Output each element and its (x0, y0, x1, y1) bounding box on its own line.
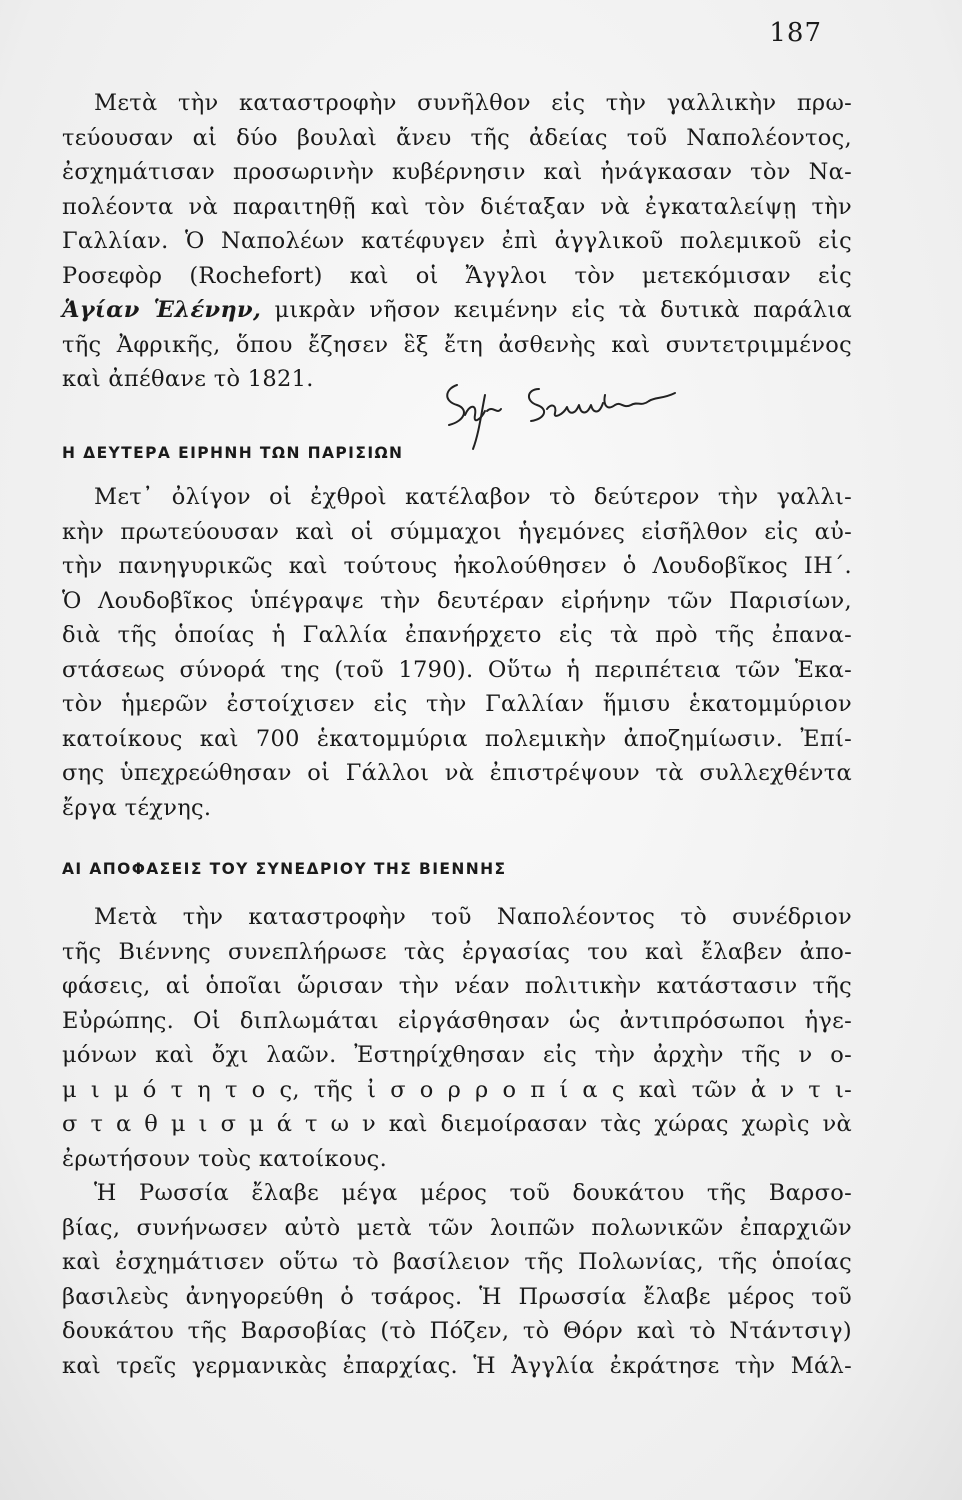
text-line: σης ὑπεχρεώθησαν οἱ Γάλλοι νὰ ἐπιστρέψουν τὰ συλλεχθέντα (62, 760, 852, 786)
text-line: βασιλεὺς ἀνηγορεύθη ὁ τσάρος. Ἡ Πρωσσία ἔλαβε μέρος τοῦ (62, 1283, 852, 1310)
text-line: Μετ᾽ ὀλίγον οἱ ἐχθροὶ κατέλαβον τὸ δεύτερον τὴν γαλλι- (94, 484, 852, 510)
text-line: τὸν ἡμερῶν ἐστοίχισεν εἰς τὴν Γαλλίαν ἥμισυ ἑκατομμύριον (62, 691, 852, 717)
text-line: πολέοντα νὰ παραιτηθῇ καὶ τὸν διέταξαν νὰ ἐγκαταλείψῃ τὴν (62, 193, 852, 220)
text-line: στάσεως σύνορά της (τοῦ 1790). Οὕτω ἡ περιπέτεια τῶν Ἑκα- (62, 656, 852, 683)
paragraph-napoleon-exile (62, 86, 852, 397)
text-line: μ ι μ ό τ η τ ο ς, τῆς ἰ σ ο ρ ρ ο π ί α ς καὶ τῶν ἀ ν τ ι- (62, 1076, 852, 1103)
text-line: Μετὰ τὴν καταστροφὴν συνῆλθον εἰς τὴν γαλλικὴν πρω- (94, 90, 852, 116)
text-line: ἐσχημάτισαν προσωρινὴν κυβέρνησιν καὶ ἠνάγκασαν τὸν Να- (62, 159, 852, 185)
text-line: Μετὰ τὴν καταστροφὴν τοῦ Ναπολέοντος τὸ συνέδριον (94, 904, 852, 930)
text-line: τὴν πανηγυρικῶς καὶ τούτους ἠκολούθησεν ὁ Λουδοβῖκος ΙΗ΄. (62, 553, 852, 579)
paragraph-congress-of-vienna (62, 900, 852, 1383)
text-line: κατοίκους καὶ 700 ἑκατομμύρια πολεμικὴν ἀποζημίωσιν. Ἐπί- (62, 725, 852, 752)
text-line: καὶ ἀπέθανε τὸ 1821. (62, 366, 314, 392)
text-line (62, 293, 852, 328)
text-line: βίας, συνήνωσεν αὐτὸ μετὰ τῶν λοιπῶν πολωνικῶν ἐπαρχιῶν (62, 1214, 852, 1241)
text-fragment: μικρὰν νῆσον κειμένην εἰς τὰ δυτικὰ παράλια (261, 297, 852, 323)
text-line: Ροσεφὸρ (Rochefort) καὶ οἱ Ἄγγλοι τὸν μετεκόμισαν εἰς (62, 262, 852, 289)
text-line: τῆς Βιέννης συνεπλήρωσε τὰς ἐργασίας του καὶ ἔλαβεν ἀπο- (62, 938, 852, 965)
text-line: τεύουσαν αἱ δύο βουλαὶ ἄνευ τῆς ἀδείας τοῦ Ναπολέοντος, (62, 124, 852, 151)
text-line: καὶ τρεῖς γερμανικὰς ἐπαρχίας. Ἡ Ἀγγλία ἐκράτησε τὴν Μάλ- (62, 1352, 852, 1379)
text-line: Ἡ Ρωσσία ἔλαβε μέγα μέρος τοῦ δουκάτου τῆς Βαρσο- (94, 1180, 852, 1206)
text-line: διὰ τῆς ὁποίας ἡ Γαλλία ἐπανήρχετο εἰς τὰ πρὸ τῆς ἐπανα- (62, 622, 852, 648)
text-line: σ τ α θ μ ι σ μ ά τ ω ν καὶ διεμοίρασαν τὰς χώρας χωρὶς νὰ (62, 1111, 852, 1137)
text-line: τῆς Ἀφρικῆς, ὅπου ἔζησεν ἓξ ἔτη ἀσθενὴς καὶ συντετριμμένος (62, 331, 852, 358)
bold-term: Ἁγίαν Ἑλένην, (62, 297, 262, 323)
section-heading: Η ΔΕΥΤΕΡΑ ΕΙΡΗΝΗ ΤΩΝ ΠΑΡΙΣΙΩΝ (62, 444, 404, 462)
text-line: δουκάτου τῆς Βαρσοβίας (τὸ Πόζεν, τὸ Θόρν καὶ τὸ Ντάντσιγ) (62, 1318, 852, 1344)
text-line: Γαλλίαν. Ὁ Ναπολέων κατέφυγεν ἐπὶ ἀγγλικοῦ πολεμικοῦ εἰς (62, 228, 852, 254)
text-line: μόνων καὶ ὄχι λαῶν. Ἐστηρίχθησαν εἰς τὴν ἀρχὴν τῆς ν ο- (62, 1042, 852, 1068)
text-line: φάσεις, αἱ ὁποῖαι ὥρισαν τὴν νέαν πολιτικὴν κατάστασιν τῆς (62, 973, 852, 999)
text-line: Ὁ Λουδοβῖκος ὑπέγραψε τὴν δευτέραν εἰρήνην τῶν Παρισίων, (62, 587, 852, 614)
text-line: κὴν πρωτεύουσαν καὶ οἱ σύμμαχοι ἡγεμόνες εἰσῆλθον εἰς αὐ- (62, 518, 852, 545)
text-line: ἔργα τέχνης. (62, 794, 212, 821)
page-number: 187 (769, 18, 822, 48)
paragraph-second-peace-of-paris (62, 480, 852, 825)
handwritten-signature (435, 375, 695, 455)
text-line: καὶ ἐσχημάτισεν οὕτω τὸ βασίλειον τῆς Πολωνίας, τῆς ὁποίας (62, 1249, 852, 1275)
text-line: Εὐρώπης. Οἱ διπλωμάται εἰργάσθησαν ὡς ἀντιπρόσωποι ἡγε- (62, 1007, 852, 1034)
section-heading: ΑΙ ΑΠΟΦΑΣΕΙΣ ΤΟΥ ΣΥΝΕΔΡΙΟΥ ΤΗΣ ΒΙΕΝΝΗΣ (62, 860, 507, 878)
text-line: ἐρωτήσουν τοὺς κατοίκους. (62, 1145, 388, 1172)
